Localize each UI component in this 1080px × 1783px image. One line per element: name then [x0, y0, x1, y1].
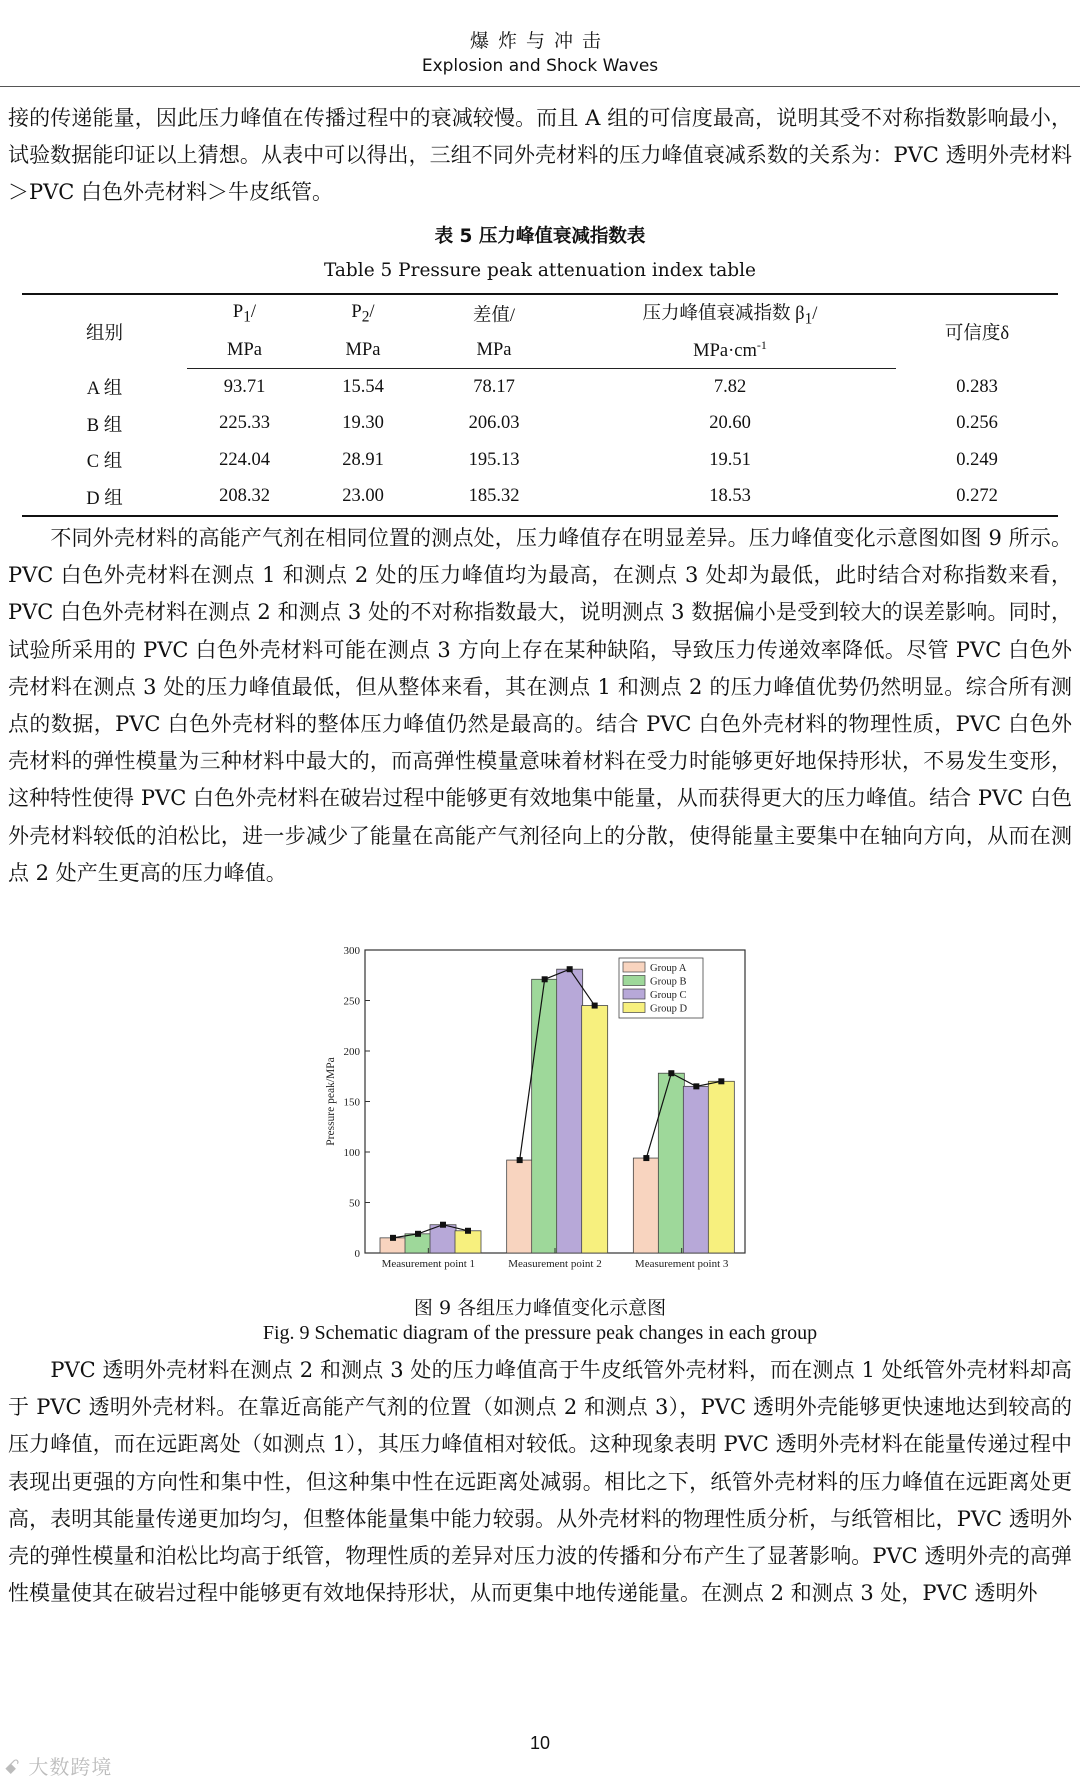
- pressure-peak-chart: [318, 938, 758, 1278]
- data-point: [693, 1083, 699, 1089]
- header-p2: $P_2/$: [302, 294, 424, 333]
- table-cell: 23.00: [302, 479, 424, 517]
- bar: [455, 1231, 481, 1253]
- y-tick-label: 50: [349, 1197, 360, 1210]
- page-number: 10: [529, 1733, 551, 1753]
- x-tick-label: Measurement point 2: [508, 1258, 602, 1270]
- table-cell: 0.283: [956, 376, 998, 397]
- bar: [582, 1006, 608, 1253]
- legend-label: Group C: [650, 990, 687, 1001]
- bar: [658, 1073, 684, 1253]
- table-row: [22, 406, 1058, 443]
- table-cell: 206.03: [468, 413, 520, 434]
- paragraph-3: PVC 透明外壳材料在测点 2 和测点 3 处的压力峰值高于牛皮纸管外壳材料，而在测点 1 处纸管外壳材料却高于 PVC 透明外壳材料。在靠近高能产气剂的位置（如测点 2 和测点 3），PVC 透明外壳能够更快速地达到较高的压力峰值，而在远距离处（如测点 1），其压力峰值相对较低。这种现象表明 PVC 透明外壳材料在能量传递过程中表现出更强的方向性和集中性，但这种集中性在远距离处减弱。相比之下，纸管外壳材料的压力峰值在远距离处更高，表明其能量传递更加均匀，但整体能量集中能力较弱。从外壳材料的物理性质分析，与纸管相比，PVC 透明外壳的弹性模量和泊松比均高于纸管，物理性质的差异对压力波的传播和分布产生了显著影响。PVC 透明外壳的高弹性模量使其在破岩过程中能够更有效地保持形状，从而更集中地传递能量。在测点 2 和测点 3 处，PVC 透明外: [8, 1358, 1072, 1606]
- legend-swatch: [623, 989, 645, 999]
- header-group: 组别: [22, 294, 187, 369]
- paragraph-2: 不同外壳材料的高能产气剂在相同位置的测点处，压力峰值存在明显差异。压力峰值变化示意图如图 9 所示。PVC 白色外壳材料在测点 1 和测点 2 处的压力峰值均为最高，在测点 3 处却为最低，此时结合对称指数来看，PVC 白色外壳材料在测点 2 和测点 3 处的不对称指数最大，说明测点 3 数据偏小是受到较大的误差影响。同时，试验所采用的 PVC 白色外壳材料可能在测点 3 方向上存在某种缺陷，导致压力传递效率降低。尽管 PVC 白色外壳材料在测点 3 处的压力峰值最低，但从整体来看，其在测点 1 和测点 2 的压力峰值优势仍然明显。综合所有测点的数据，PVC 白色外壳材料的整体压力峰值仍然是最高的。结合 PVC 白色外壳材料的物理性质，PVC 白色外壳材料的弹性模量为三种材料中最大的，而高弹性模量意味着材料在受力时能够更好地保持形状，不易发生变形，这种特性使得 PVC 白色外壳材料在破岩过程中能够更有效地集中能量，从而获得更大的压力峰值。结合 PVC 白色外壳材料较低的泊松比，进一步减少了能量在高能产气剂径向上的分散，使得能量主要集中在轴向方向，从而在测点 2 处产生更高的压力峰值。: [8, 526, 1072, 885]
- watermark-logo-icon: ꗃ: [4, 1755, 29, 1779]
- legend-label: Group B: [650, 976, 687, 988]
- figure-caption-cn: 图 9 各组压力峰值变化示意图: [413, 1297, 667, 1319]
- header-p1: $P_1/$: [187, 294, 302, 333]
- y-axis-label: Pressure peak/MPa: [325, 1057, 337, 1146]
- data-point: [440, 1222, 446, 1228]
- header-confidence: 可信度δ: [896, 294, 1058, 369]
- header-diff: 差值/: [424, 294, 564, 333]
- legend-swatch: [623, 962, 645, 972]
- x-tick-label: Measurement point 1: [381, 1258, 476, 1270]
- y-tick-label: 100: [343, 1147, 360, 1159]
- table-cell: 224.04: [219, 449, 270, 470]
- bar: [532, 979, 558, 1253]
- bar: [507, 1160, 533, 1253]
- table-row: [22, 369, 1058, 406]
- table-cell: D 组: [22, 479, 187, 517]
- bar: [430, 1225, 456, 1253]
- bar: [708, 1081, 734, 1253]
- table-cell: 195.13: [468, 449, 520, 470]
- data-point: [643, 1155, 649, 1161]
- table-caption-en: Table 5 Pressure peak attenuation index table: [324, 260, 756, 281]
- x-tick-label: Measurement point 3: [634, 1258, 729, 1270]
- attenuation-table: [22, 293, 1058, 517]
- table-cell: 78.17: [473, 376, 515, 397]
- data-point: [718, 1078, 724, 1084]
- legend-swatch: [623, 976, 645, 986]
- table-cell: 93.71: [223, 376, 266, 397]
- journal-title-cn: 爆炸与冲击: [469, 30, 610, 52]
- y-tick-label: 0: [354, 1248, 360, 1260]
- data-point: [668, 1070, 674, 1076]
- bar: [557, 969, 583, 1253]
- data-point: [415, 1231, 421, 1237]
- table-cell: A 组: [86, 379, 123, 399]
- table-cell: 7.82: [713, 376, 747, 397]
- legend-label: Group A: [650, 963, 687, 974]
- header-p2-unit: MPa: [302, 333, 424, 369]
- table-cell: 225.33: [219, 413, 270, 434]
- table-cell: 19.51: [709, 449, 751, 470]
- bar: [683, 1086, 709, 1253]
- table-cell: 185.32: [424, 479, 564, 517]
- data-point: [567, 966, 573, 972]
- journal-header: [0, 0, 1080, 87]
- table-cell: 208.32: [187, 479, 302, 517]
- figure-caption-en: Fig. 9 Schematic diagram of the pressure peak changes in each group: [262, 1322, 818, 1344]
- header-diff-unit: MPa: [424, 333, 564, 369]
- paragraph-1: 接的传递能量，因此压力峰值在传播过程中的衰减较慢。而且 A 组的可信度最高，说明其受不对称指数影响最小，试验数据能印证以上猜想。从表中可以得出，三组不同外壳材料的压力峰值衰减系数的关系为：PVC 透明外壳材料＞PVC 白色外壳材料＞牛皮纸管。: [8, 106, 1072, 205]
- y-tick-label: 250: [343, 995, 360, 1008]
- table-cell: C 组: [86, 452, 123, 473]
- table-cell: 0.249: [956, 449, 998, 470]
- y-tick-label: 150: [343, 1096, 360, 1109]
- y-tick-label: 200: [343, 1046, 360, 1058]
- table-cell: B 组: [86, 415, 123, 436]
- table-cell: 20.60: [709, 413, 751, 434]
- watermark: ꗃ 大数跨境: [4, 1755, 113, 1779]
- table-caption-cn: 表 5 压力峰值衰减指数表: [434, 226, 646, 247]
- table-row: [22, 442, 1058, 479]
- table-cell: 28.91: [342, 449, 384, 470]
- y-tick-label: 300: [343, 945, 360, 957]
- header-beta-unit: $MPa\cdot cm^{-1}$: [564, 333, 896, 369]
- journal-title-en: Explosion and Shock Waves: [421, 56, 659, 76]
- table-row: [22, 479, 1058, 517]
- data-point: [542, 976, 548, 982]
- data-point: [390, 1235, 396, 1241]
- data-point: [592, 1003, 598, 1009]
- legend-swatch: [623, 1003, 645, 1013]
- legend-label: Group D: [650, 1003, 688, 1015]
- table-cell: 0.272: [896, 479, 1058, 517]
- data-point: [465, 1228, 471, 1234]
- table-cell: 15.54: [342, 376, 384, 397]
- table-cell: 18.53: [564, 479, 896, 517]
- bar: [633, 1158, 659, 1253]
- header-beta: 压力峰值衰减指数 $\beta_1/$: [564, 294, 896, 333]
- header-p1-unit: MPa: [187, 333, 302, 369]
- table-cell: 0.256: [956, 413, 998, 434]
- table-cell: 19.30: [342, 413, 384, 434]
- data-point: [517, 1157, 523, 1163]
